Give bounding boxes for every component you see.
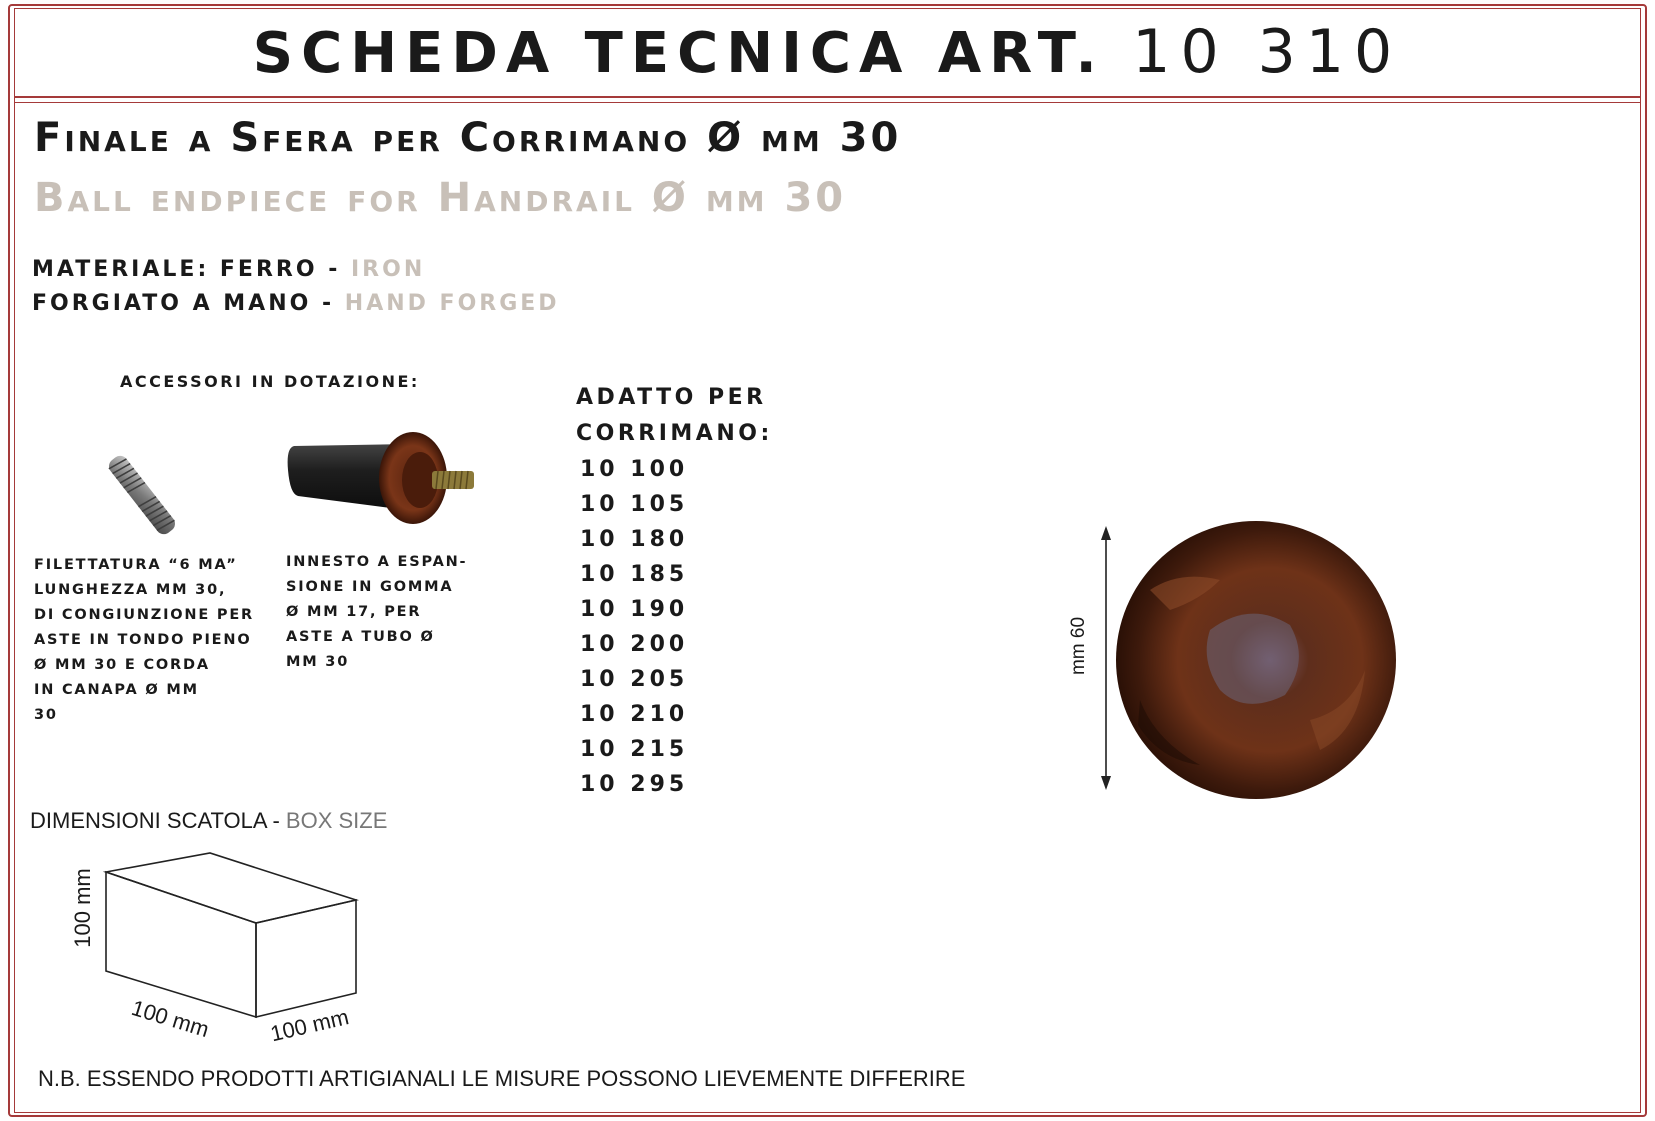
forging-line <box>32 287 560 321</box>
product-name-en: Ball endpiece for Handrail Ø mm 30 <box>34 175 847 221</box>
box-size-label-it: DIMENSIONI SCATOLA - <box>30 808 286 833</box>
page-title <box>14 12 1641 94</box>
box-width-label: 100 mm <box>268 1004 352 1047</box>
header-divider-inner <box>14 102 1641 103</box>
code-item: 10 105 <box>580 492 689 517</box>
title-text: SCHEDA TECNICA ART. <box>252 21 1105 86</box>
code-item: 10 295 <box>580 772 689 797</box>
product-name-it: Finale a Sfera per Corrimano Ø mm 30 <box>34 115 902 161</box>
box-height-label: 100 mm <box>70 868 95 948</box>
accessory-plug-description: INNESTO A ESPAN- SIONE IN GOMMA Ø MM 17, PER ASTE A TUBO Ø MM 30 <box>286 554 468 670</box>
code-item: 10 180 <box>580 527 689 552</box>
compatibility-code-list <box>580 452 688 802</box>
compatibility-title <box>576 380 773 452</box>
forging-en: HAND FORGED <box>344 291 560 316</box>
threaded-rod-icon <box>92 445 192 545</box>
specs-block <box>32 253 560 321</box>
compatibility-title-line1: ADATTO PER <box>576 385 767 410</box>
dimension-arrow-icon <box>1101 526 1111 790</box>
forging-label: FORGIATO A MANO - <box>32 291 345 316</box>
accessory-rod-description: FILETTATURA “6 MA” LUNGHEZZA MM 30, DI CONGIUNZIONE PER ASTE IN TONDO PIENO Ø MM 30 E CORDA IN CANAPA Ø MM 30 <box>34 557 255 723</box>
box-depth-label: 100 mm <box>128 995 213 1043</box>
material-en: IRON <box>351 257 426 282</box>
header-divider <box>14 96 1641 98</box>
box-size-label-en: BOX SIZE <box>285 808 388 833</box>
code-item: 10 100 <box>580 457 689 482</box>
iron-ball-icon <box>1116 521 1396 799</box>
code-item: 10 205 <box>580 667 689 692</box>
material-line <box>32 253 560 287</box>
code-item: 10 190 <box>580 597 689 622</box>
product-image-area <box>1060 520 1410 802</box>
code-item: 10 215 <box>580 737 689 762</box>
box-cube-icon <box>106 853 356 1017</box>
article-number: 10 310 <box>1132 17 1403 87</box>
ball-dimension-label: mm 60 <box>1068 616 1089 676</box>
material-label: MATERIALE: FERRO - <box>32 257 351 282</box>
box-size-label <box>30 808 387 834</box>
rubber-plug-icon <box>286 430 478 530</box>
disclaimer-note: N.B. ESSENDO PRODOTTI ARTIGIANALI LE MISURE POSSONO LIEVEMENTE DIFFERIRE <box>38 1066 966 1091</box>
compatibility-title-line2: CORRIMANO: <box>576 421 773 446</box>
code-item: 10 200 <box>580 632 689 657</box>
accessories-title: ACCESSORI IN DOTAZIONE: <box>120 372 420 391</box>
code-item: 10 210 <box>580 702 689 727</box>
code-item: 10 185 <box>580 562 689 587</box>
